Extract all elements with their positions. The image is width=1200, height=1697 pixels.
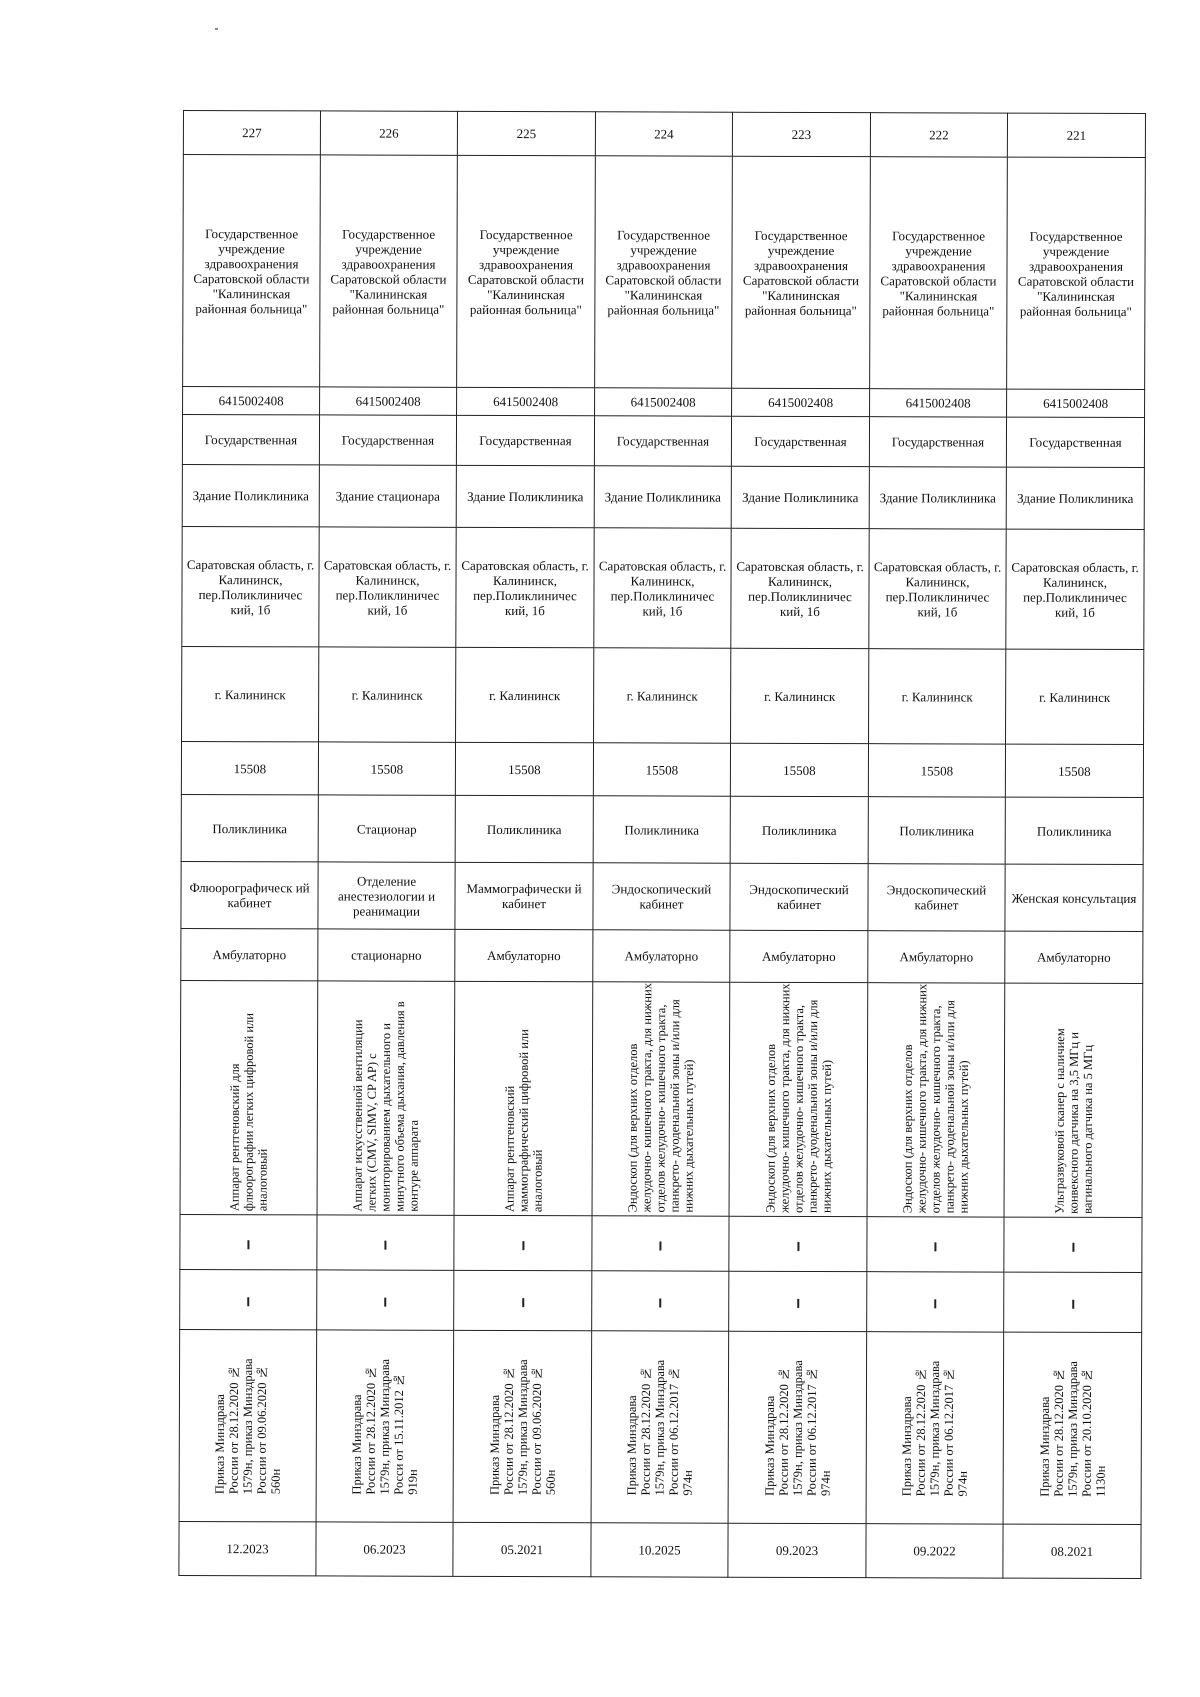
table-cell: Саратовская область, г. Калининск, пер.Поликлиничес кий, 1б [594,528,731,648]
table-cell [867,983,1005,1217]
table-cell: 6415002408 [457,387,595,415]
document-sheet [178,110,1145,1602]
table-cell: 6415002408 [595,388,732,416]
table-cell [592,1271,729,1331]
table-cell: Амбулаторно [730,930,868,982]
table-cell: Эндоскопический кабинет [868,864,1005,931]
table-cell: Поликлиника [1005,797,1143,864]
table-cell [454,981,593,1215]
quantity-mark [522,1298,524,1307]
table-cell: 6415002408 [320,387,457,415]
table-cell: Государственная [594,416,731,466]
table-body [179,111,1146,1579]
table-cell: Амбулаторно [1005,931,1143,983]
row-code [181,741,1143,797]
table-cell: стационарно [318,929,455,981]
table-cell: Государственная [456,415,594,465]
table-cell: 15508 [455,742,593,795]
table-cell: Маммографически й кабинет [455,862,593,929]
table-cell [729,1216,867,1271]
table-cell: Здание Поликлиника [456,465,594,527]
table-cell: Поликлиника [181,794,318,861]
equipment-name: Аппарат искусственной вентиляции легких (CMV, SIMV, CP AP) с мониторированием дыхательного и минутного объема дыхания, давления в контуре аппарата [350,1001,421,1212]
row-regulation [179,1329,1142,1524]
table-cell [729,1271,867,1331]
row-unit-type [181,794,1143,864]
table-cell: Эндоскопический кабинет [730,863,868,930]
table-cell: Саратовская область, г. Калининск, пер.Поликлиничес кий, 1б [319,527,456,647]
table-cell: 15508 [318,742,455,795]
table-cell: 6415002408 [870,389,1007,417]
table-cell: Саратовская область, г. Калининск, пер.Поликлиничес кий, 1б [869,529,1006,649]
table-cell: г. Калининск [182,646,319,741]
equipment-name: Эндоскоп (для верхних отделов желудочно- кишечного тракта, для нижних отделов желудочно- кишечного тракта, панкрето- дуоденальной зоны и/или для нижних дыхательных путей) [625,983,697,1213]
table-cell: г. Калининск [1006,649,1144,744]
table-cell [454,1270,592,1330]
table-cell: г. Калининск [869,649,1006,744]
table-cell: Саратовская область, г. Калининск, пер.Поликлиничес кий, 1б [456,527,594,647]
row-building [182,464,1144,529]
regulation-text: Приказ Минздрава России от 28.12.2020 № 1579н, приказ Минздрава России от 09.06.2020 № 560н [487,1359,558,1496]
table-cell [728,1331,867,1523]
table-cell: Государственное учреждение здравоохранения Саратовской области "Калининская районная больница" [870,157,1008,389]
table-cell [180,1269,317,1329]
table-cell: Государственное учреждение здравоохранения Саратовской области "Калининская районная больница" [183,155,321,387]
table-cell: 6415002408 [183,387,320,415]
table-cell: Государственная [319,415,456,465]
quantity-mark [522,1241,524,1250]
table-cell: Амбулаторно [868,931,1005,983]
quantity-mark [1072,1300,1074,1309]
table-cell: Государственное учреждение здравоохранения Саратовской области "Калининская районная больница" [320,155,458,387]
table-cell [592,1216,729,1271]
equipment-name: Аппарат рентгеновский для флюорографии легких цифровой или аналоговый [227,1013,270,1212]
table-cell: 225 [457,111,595,155]
equipment-name: Аппарат рентгеновский маммографический цифровой или аналоговый [502,1029,545,1213]
table-cell: Здание Поликлиника [594,466,731,528]
table-cell [592,982,730,1216]
table-cell: Амбулаторно [455,929,593,981]
regulation-text: Приказ Минздрава России от 28.12.2020 № 1579н, приказ Минздрава Росси от 15.11.2012 № 919н [349,1358,420,1495]
table-cell [867,1272,1004,1332]
row-city [182,646,1144,744]
table-cell: Стационар [318,795,455,862]
table-cell [1004,1272,1142,1332]
equipment-name: Эндоскоп (для верхних отделов желудочно- кишечного тракта, для нижних отделов желудочно- кишечного тракта, панкрето- дуоденальной зоны и/или для нижних дыхательных путей) [900,983,972,1214]
table-cell [453,1330,592,1522]
row-department [181,861,1143,931]
regulation-text: Приказ Минздрава России от 28.12.2020 № 1579н, приказ Минздрава России от 06.12.2017 № 974н [624,1359,695,1496]
quantity-mark [247,1297,249,1306]
table-cell: 06.2023 [316,1522,453,1576]
row-quantity-a [180,1214,1142,1272]
scan-speck [215,28,218,30]
regulation-text: Приказ Минздрава России от 28.12.2020 № 1579н, приказ Минздрава России от 06.12.2017 № 974н [762,1360,833,1497]
row-address [182,526,1144,649]
table-cell: 10.2025 [591,1523,728,1577]
equipment-name: Эндоскоп (для верхних отделов желудочно- кишечного тракта, для нижних отделов желудочно- кишечного тракта, панкрето- дуоденальной зоны и/или для нижних дыхательных путей) [763,983,834,1214]
quantity-mark [659,1241,661,1250]
quantity-mark [934,1242,936,1251]
row-number [183,111,1145,158]
table-cell: 223 [732,112,870,156]
table-cell: Здание Поликлиника [182,464,319,526]
table-cell: 227 [183,111,320,155]
table-cell: Амбулаторно [181,928,318,980]
table-cell: Женская консультация [1005,864,1143,931]
table-cell [729,982,868,1216]
table-cell: 221 [1007,113,1145,157]
table-cell [454,1215,592,1270]
quantity-mark [797,1299,799,1308]
table-cell [179,1329,317,1521]
table-cell: Здание Поликлиника [869,467,1006,529]
table-cell: Флюорографическ ий кабинет [181,861,318,928]
table-cell: Саратовская область, г. Калининск, пер.Поликлиничес кий, 1б [1006,529,1144,649]
table-cell: Государственное учреждение здравоохранения Саратовской области "Калининская районная больница" [732,156,871,388]
table-cell: Государственное учреждение здравоохранения Саратовской области "Калининская районная больница" [457,155,596,387]
table-cell: Поликлиника [593,796,730,863]
table-cell: 08.2021 [1003,1524,1141,1578]
table-cell: 15508 [730,743,868,796]
table-cell [1003,1332,1142,1524]
table-cell: 12.2023 [179,1521,316,1575]
table-cell: Отделение анестезиологии и реанимации [318,862,455,929]
table-cell: Государственная [731,416,869,466]
table-cell: Эндоскопический кабинет [593,863,730,930]
table-cell [867,1217,1004,1272]
quantity-mark [797,1241,799,1250]
table-cell: Государственное учреждение здравоохранения Саратовской области "Калининская районная больница" [1007,157,1146,389]
equipment-name: Ультразвуковой сканер с наличием конвексного датчика на 3,5 МГц и вагинального датчика на 5 МГц [1052,1028,1095,1214]
regulation-text: Приказ Минздрава России от 28.12.2020 № 1579н, приказ Минздрава России от 20.10.2020 № 1130н [1037,1361,1108,1497]
table-cell: Здание Поликлиника [731,466,869,528]
table-cell: Здание Поликлиника [1006,467,1144,529]
table-cell: г. Калининск [731,648,869,743]
quantity-mark [1072,1242,1074,1251]
table-cell: Здание стационара [319,465,456,527]
table-cell [317,1270,454,1330]
table-cell [180,1214,317,1269]
table-cell: г. Калининск [456,647,594,742]
table-cell: Саратовская область, г. Калининск, пер.Поликлиничес кий, 1б [731,528,869,648]
table-cell: Государственная [182,415,319,465]
table-cell: Поликлиника [730,796,868,863]
table-cell: 6415002408 [732,388,870,416]
table-cell: 09.2022 [866,1524,1003,1578]
table-cell: Государственное учреждение здравоохранения Саратовской области "Калининская районная больница" [595,156,733,388]
row-organization [183,155,1146,390]
row-date [179,1521,1141,1578]
table-cell: 05.2021 [453,1522,591,1576]
table-cell: Саратовская область, г. Калининск, пер.Поликлиничес кий, 1б [182,526,319,646]
table-cell [866,1332,1004,1524]
quantity-mark [384,1240,386,1249]
row-quantity-b [180,1269,1142,1332]
quantity-mark [247,1240,249,1249]
table-cell [591,1331,729,1523]
table-cell: Государственная [869,417,1006,467]
table-cell [317,1215,454,1270]
table-cell: 15508 [1005,744,1143,797]
table-cell: 15508 [868,744,1005,797]
quantity-mark [934,1299,936,1308]
quantity-mark [384,1298,386,1307]
table-cell: Поликлиника [868,797,1005,864]
table-cell [1004,1217,1142,1272]
row-equipment [180,980,1143,1217]
table-cell: 15508 [593,743,730,796]
table-cell: 6415002408 [1007,389,1145,417]
row-care-form [181,928,1143,983]
regulation-text: Приказ Минздрава России от 28.12.2020 № 1579н, приказ Минздрава России от 06.12.2017 № 974н [899,1360,970,1497]
row-inn [183,387,1145,418]
table-cell: Амбулаторно [593,930,730,982]
regulation-text: Приказ Минздрава России от 28.12.2020 № 1579н, приказ Минздрава России от 09.06.2020 № 560н [212,1358,283,1495]
equipment-table [178,110,1146,1579]
table-cell: г. Калининск [594,648,731,743]
row-ownership [182,415,1144,468]
table-cell [1004,983,1143,1217]
table-cell: Государственная [1006,417,1144,467]
table-cell: 15508 [181,741,318,794]
table-cell: 226 [320,111,457,155]
table-cell [317,981,455,1215]
table-cell: 224 [595,112,732,156]
table-cell: 222 [870,113,1007,157]
table-cell [316,1330,454,1522]
table-cell: Поликлиника [455,795,593,862]
table-cell: г. Калининск [319,647,456,742]
table-cell: 09.2023 [728,1523,866,1577]
quantity-mark [659,1299,661,1308]
table-cell [180,980,318,1214]
